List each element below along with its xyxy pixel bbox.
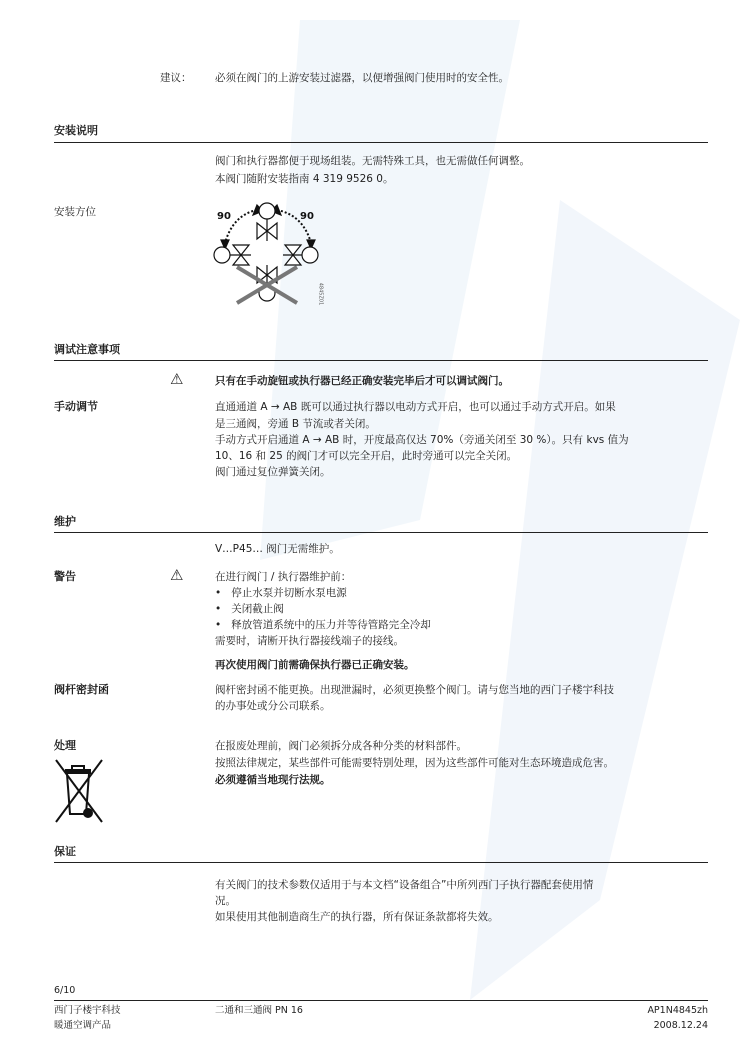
manual-label: 手动调节 <box>54 400 98 413</box>
footer-date: 2008.12.24 <box>653 1020 708 1031</box>
footer-title: 二通和三通阀 PN 16 <box>215 1005 303 1016</box>
disposal-label: 处理 <box>54 739 76 752</box>
warning-intro: 在进行阀门 / 执行器维护前： <box>215 571 352 583</box>
stem-label: 阀杆密封函 <box>54 683 109 696</box>
section-heading-warranty: 保证 <box>54 845 76 858</box>
mounting-orientation-diagram <box>205 195 330 310</box>
manual-line: 直通通道 A → AB 既可以通过执行器以电动方式开启，也可以通过手动方式开启。如果 <box>215 401 616 413</box>
bullet-item: • 释放管道系统中的压力并等待管路完全冷却 <box>215 619 431 631</box>
install-line: 本阀门随附安装指南 4 319 9526 0。 <box>215 173 394 185</box>
warning-after: 需要时，请断开执行器接线端子的接线。 <box>215 635 404 647</box>
page-number: 6/10 <box>54 985 76 996</box>
warranty-line: 如果使用其他制造商生产的执行器，所有保证条款都将失效。 <box>215 911 499 923</box>
disposal-bold: 必须遵循当地现行法规。 <box>215 774 331 786</box>
warning-label: 警告 <box>54 570 76 583</box>
warning-icon: ⚠ <box>170 566 184 584</box>
disposal-line: 按照法律规定，某些部件可能需要特别处理，因为这些部件可能对生态环境造成危害。 <box>215 757 614 769</box>
suggestion-text: 必须在阀门的上游安装过滤器，以便增强阀门使用时的安全性。 <box>215 72 509 84</box>
section-heading-installation: 安装说明 <box>54 124 98 137</box>
section-heading-maintenance: 维护 <box>54 515 76 528</box>
section-heading-commissioning: 调试注意事项 <box>54 343 120 356</box>
install-line: 阀门和执行器都便于现场组装。无需特殊工具，也无需做任何调整。 <box>215 155 530 167</box>
bullet-item: • 关闭截止阀 <box>215 603 284 615</box>
footer-divider <box>54 1000 708 1001</box>
warranty-line: 况。 <box>215 895 236 907</box>
warning-bold: 再次使用阀门前需确保执行器已正确安装。 <box>215 659 415 671</box>
diagram-code: 4845Z01 <box>317 282 324 306</box>
footer-division: 暖通空调产品 <box>54 1020 112 1031</box>
commissioning-warning: 只有在手动旋钮或执行器已经正确安装完毕后才可以调试阀门。 <box>215 375 509 387</box>
manual-line: 手动方式开启通道 A → AB 时，开度最高仅达 70%（旁通关闭至 30 %）。只有 kvs 值为 <box>215 434 629 446</box>
angle-right-label: 90 <box>300 211 314 222</box>
manual-line: 是三通阀，旁通 B 节流或者关闭。 <box>215 418 376 430</box>
weee-crossed-bin-icon <box>54 758 104 827</box>
warranty-line: 有关阀门的技术参数仅适用于与本文档“设备组合”中所列西门子执行器配套使用情 <box>215 879 594 891</box>
bullet-item: • 停止水泵并切断水泵电源 <box>215 587 347 599</box>
warning-icon: ⚠ <box>170 370 184 388</box>
maintenance-note: V…P45… 阀门无需维护。 <box>215 543 340 555</box>
footer-company: 西门子楼宇科技 <box>54 1005 121 1016</box>
stem-line: 阀杆密封函不能更换。出现泄漏时，必须更换整个阀门。请与您当地的西门子楼宇科技 <box>215 684 614 696</box>
suggestion-label: 建议： <box>160 72 192 84</box>
divider <box>54 862 708 863</box>
orientation-label: 安装方位 <box>54 206 96 218</box>
disposal-line: 在报废处理前，阀门必须拆分成各种分类的材料部件。 <box>215 740 467 752</box>
divider <box>54 142 708 143</box>
angle-left-label: 90 <box>217 211 231 222</box>
manual-line: 阀门通过复位弹簧关闭。 <box>215 466 331 478</box>
footer-doc-id: AP1N4845zh <box>647 1005 708 1016</box>
stem-line: 的办事处或分公司联系。 <box>215 700 331 712</box>
manual-line: 10、16 和 25 的阀门才可以完全开启，此时旁通可以完全关闭。 <box>215 450 518 462</box>
divider <box>54 360 708 361</box>
divider <box>54 532 708 533</box>
